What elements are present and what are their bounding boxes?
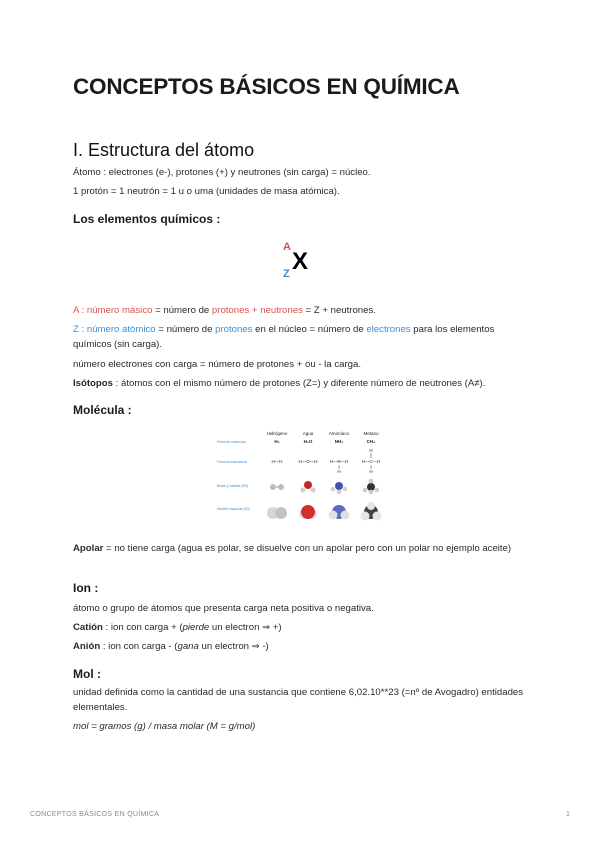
ball-stick-models — [270, 479, 379, 495]
mass-number: A — [283, 241, 291, 253]
paragraph-ion: átomo o grupo de átomos que presenta carga neta positiva o negativa. — [73, 603, 374, 614]
paragraph-atomo: Átomo : electrones (e-), protones (+) y neutrones (sin carga) = núcleo. — [73, 167, 371, 178]
formula-h2: H₂ — [274, 439, 280, 444]
subheading-elementos: Los elementos químicos : — [73, 212, 221, 226]
formula-h2o: H₂O — [303, 439, 313, 444]
paragraph-carga: número electrones con carga = número de protones + ou - la carga. — [73, 359, 361, 370]
molecule-figure — [217, 428, 402, 528]
paragraph-numero-masico: A : número másico = número de protones + neutrones = Z + neutrones. — [73, 305, 376, 316]
row-label-espacial: Modelo espacial (3D) — [217, 507, 251, 511]
section-heading-estructura: I. Estructura del átomo — [73, 140, 255, 160]
col-name-metano: Metano — [363, 431, 379, 436]
subheading-mol: Mol : — [73, 667, 101, 681]
space-filling-models — [267, 502, 382, 521]
svg-text:H: H — [337, 469, 341, 474]
col-name-agua: Agua — [302, 431, 314, 436]
struct-nh3: H—N—H — [329, 459, 349, 464]
struct-ch4: H—C—H — [361, 459, 381, 464]
row-label-estructural: Fórmula estructural — [217, 460, 248, 464]
formula-ch4: CH₄ — [366, 439, 376, 444]
paragraph-cation: Catión : ion con carga + (pierde un electron ⇒ +) — [73, 622, 282, 633]
mol-formula: mol = gramos (g) / masa molar (M = g/mol) — [73, 721, 256, 732]
subheading-ion: Ion : — [73, 581, 99, 595]
element-symbol: X — [292, 248, 309, 275]
paragraph-proton: 1 protón = 1 neutrón = 1 u o uma (unidades de masa atómica). — [73, 186, 340, 197]
paragraph-apolar: Apolar = no tiene carga (agua es polar, se disuelve con un apolar pero con un polar no ejemplo aceite) — [73, 543, 512, 554]
svg-text:H: H — [369, 469, 373, 474]
row-label-bolas: Bolas y varillas (3D) — [217, 484, 249, 488]
svg-text:H: H — [369, 448, 373, 453]
struct-h2: H—H — [271, 459, 283, 464]
atomic-number: Z — [283, 268, 290, 280]
struct-h2o: H—O—H — [298, 459, 318, 464]
footer-page-number: 1 — [566, 811, 571, 818]
col-name-amoniaco: Amoníaco — [328, 431, 350, 436]
paragraph-isotopos: Isótopos : átomos con el mismo número de protones (Z=) y diferente número de neutrones (A≠). — [73, 378, 486, 389]
subheading-molecula: Molécula : — [73, 403, 132, 417]
footer-title: CONCEPTOS BÁSICOS EN QUÍMICA — [30, 811, 160, 818]
formula-nh3: NH₃ — [334, 439, 344, 444]
document-title: CONCEPTOS BÁSICOS EN QUÍMICA — [73, 74, 460, 99]
col-name-hidrogeno: Hidrógeno — [266, 431, 288, 436]
nuclide-notation — [281, 238, 321, 284]
paragraph-numero-atomico: Z : número atómico = número de protones en el núcleo = número de electrones para los elementos químicos (sin carga). — [73, 324, 495, 350]
paragraph-anion: Anión : ion con carga - (gana un electron ⇒ -) — [73, 641, 269, 652]
row-label-molecular: Fórmula molecular — [217, 440, 246, 444]
paragraph-mol: unidad definida como la cantidad de una sustancia que contiene 6,02.10**23 (=nº de Avogadro) entidades elementales. — [73, 687, 524, 713]
